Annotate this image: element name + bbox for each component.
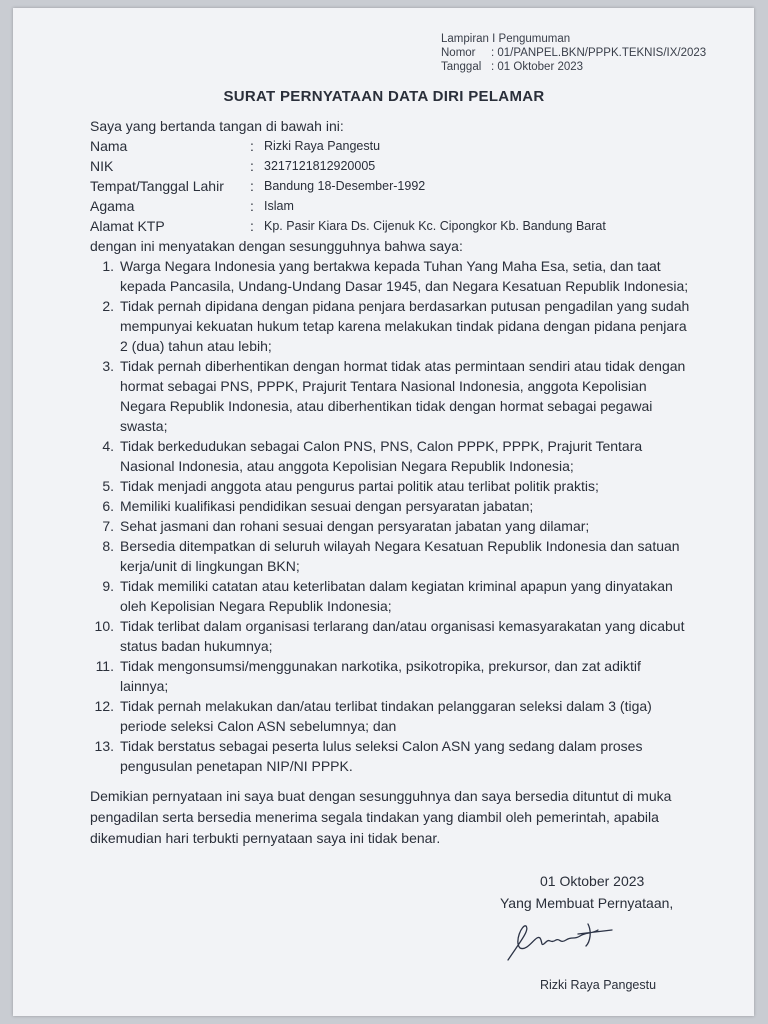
identity-label: Tempat/Tanggal Lahir: [90, 178, 224, 194]
identity-value: Kp. Pasir Kiara Ds. Cijenuk Kc. Cipongkor Kb. Bandung Barat: [264, 219, 606, 233]
reference-nomor-label: Nomor: [441, 47, 476, 59]
signature-by: Yang Membuat Pernyataan,: [500, 895, 674, 911]
reference-tanggal: [441, 60, 706, 74]
list-item-number: 12.: [94, 698, 114, 714]
list-item: [90, 656, 690, 696]
list-item-number: 9.: [102, 578, 114, 594]
list-item-text: Tidak berkedudukan sebagai Calon PNS, PNS, Calon PPPK, PPPK, Prajurit Tentara Nasional Indonesia, atau anggota Kepolisian Negara Republik Indonesia;: [120, 438, 643, 474]
list-item-text: Memiliki kualifikasi pendidikan sesuai dengan persyaratan jabatan;: [120, 498, 534, 514]
list-item: [90, 256, 690, 296]
identity-row: [90, 216, 690, 236]
identity-row: [90, 176, 690, 196]
document-body: [90, 116, 690, 863]
list-item-text: Tidak pernah melakukan dan/atau terlibat tindakan pelanggaran seleksi dalam 3 (tiga) periode seleksi Calon ASN sebelumnya; dan: [120, 698, 652, 734]
identity-value: Rizki Raya Pangestu: [264, 139, 381, 153]
document-title: SURAT PERNYATAAN DATA DIRI PELAMAR: [223, 88, 545, 105]
list-item: [90, 356, 690, 436]
list-item-text: Tidak menjadi anggota atau pengurus partai politik atau terlibat politik praktis;: [120, 478, 599, 494]
list-item: [90, 436, 690, 476]
list-item-number: 13.: [94, 738, 114, 754]
list-item: [90, 296, 690, 356]
list-item-number: 4.: [102, 438, 114, 454]
identity-row: [90, 156, 690, 176]
identity-value: Islam: [264, 199, 294, 213]
list-item-number: 6.: [102, 498, 114, 514]
reference-nomor: [441, 46, 706, 60]
list-item-number: 2.: [102, 298, 114, 314]
list-item: [90, 616, 690, 656]
list-item-number: 10.: [94, 618, 114, 634]
list-item-number: 8.: [102, 538, 114, 554]
reference-nomor-value: : 01/PANPEL.BKN/PPPK.TEKNIS/IX/2023: [491, 47, 707, 59]
reference-tanggal-label: Tanggal: [441, 61, 482, 73]
signature-date: 01 Oktober 2023: [540, 873, 645, 889]
identity-separator: :: [250, 198, 254, 214]
list-item-text: Warga Negara Indonesia yang bertakwa kepada Tuhan Yang Maha Esa, setia, dan taat kepada Pancasila, Undang-Undang Dasar 1945, dan Negara Kesatuan Republik Indonesia;: [120, 258, 689, 294]
identity-label: Agama: [90, 198, 135, 214]
list-item-number: 7.: [102, 518, 114, 534]
list-item-text: Tidak berstatus sebagai peserta lulus seleksi Calon ASN yang sedang dalam proses pengusulan penetapan NIP/NI PPPK.: [120, 738, 643, 774]
reference-block: [441, 32, 706, 74]
identity-separator: :: [250, 138, 254, 154]
list-item-number: 1.: [102, 258, 114, 274]
identity-block: [90, 136, 690, 236]
identity-label: Alamat KTP: [90, 218, 165, 234]
reference-lampiran: Lampiran I Pengumuman: [441, 33, 571, 45]
list-item-text: Sehat jasmani dan rohani sesuai dengan persyaratan jabatan yang dilamar;: [120, 518, 590, 534]
handwritten-signature: [500, 912, 630, 972]
list-item-text: Tidak pernah diberhentikan dengan hormat tidak atas permintaan sendiri atau tidak dengan hormat sebagai PNS, PPPK, Prajurit Tentara Nasional Indonesia, anggota Kepolisian Negara Republik Indonesia, atau diberhentikan tidak dengan hormat sebagai pegawai swasta;: [120, 358, 686, 434]
declare-text: dengan ini menyatakan dengan sesungguhnya bahwa saya:: [90, 238, 463, 254]
identity-value: Bandung 18-Desember-1992: [264, 179, 426, 193]
list-item-text: Tidak memiliki catatan atau keterlibatan dalam kegiatan kriminal apapun yang dinyatakan oleh Kepolisian Negara Republik Indonesia;: [120, 578, 673, 614]
list-item: [90, 696, 690, 736]
list-item-number: 5.: [102, 478, 114, 494]
list-item-number: 11.: [95, 658, 114, 674]
list-item-number: 3.: [102, 358, 114, 374]
list-item-text: Tidak terlibat dalam organisasi terlarang dan/atau organisasi kemasyarakatan yang dicabut status badan hukumnya;: [120, 618, 685, 654]
list-item: [90, 536, 690, 576]
list-item-text: Tidak mengonsumsi/menggunakan narkotika, psikotropika, prekursor, dan zat adiktif lainnya;: [120, 658, 641, 694]
identity-row: [90, 196, 690, 216]
identity-separator: :: [250, 178, 254, 194]
list-item: [90, 576, 690, 616]
list-item: [90, 736, 690, 776]
identity-separator: :: [250, 158, 254, 174]
intro-text: Saya yang bertanda tangan di bawah ini:: [90, 118, 344, 134]
identity-value: 3217121812920005: [264, 159, 376, 173]
statement-list: [90, 256, 690, 776]
identity-label: Nama: [90, 138, 128, 154]
identity-label: NIK: [90, 158, 114, 174]
identity-row: [90, 136, 690, 156]
identity-separator: :: [250, 218, 254, 234]
signature-name: Rizki Raya Pangestu: [540, 978, 657, 992]
list-item-text: Tidak pernah dipidana dengan pidana penjara berdasarkan putusan pengadilan yang sudah mempunyai kekuatan hukum tetap karena melakukan tindak pidana dengan pidana penjara 2 (dua) tahun atau lebih;: [120, 298, 690, 354]
list-item: [90, 516, 690, 536]
signature-block: [480, 870, 720, 914]
reference-tanggal-value: : 01 Oktober 2023: [491, 61, 584, 73]
list-item-text: Bersedia ditempatkan di seluruh wilayah Negara Kesatuan Republik Indonesia dan satuan kerja/unit di lingkungan BKN;: [120, 538, 680, 574]
closing-text: Demikian pernyataan ini saya buat dengan sesungguhnya dan saya bersedia dituntut di muka pengadilan serta bersedia menerima segala tindakan yang diambil oleh pemerintah, apabila dikemudian hari terbukti pernyataan saya ini tidak benar.: [90, 788, 672, 846]
list-item: [90, 476, 690, 496]
list-item: [90, 496, 690, 516]
